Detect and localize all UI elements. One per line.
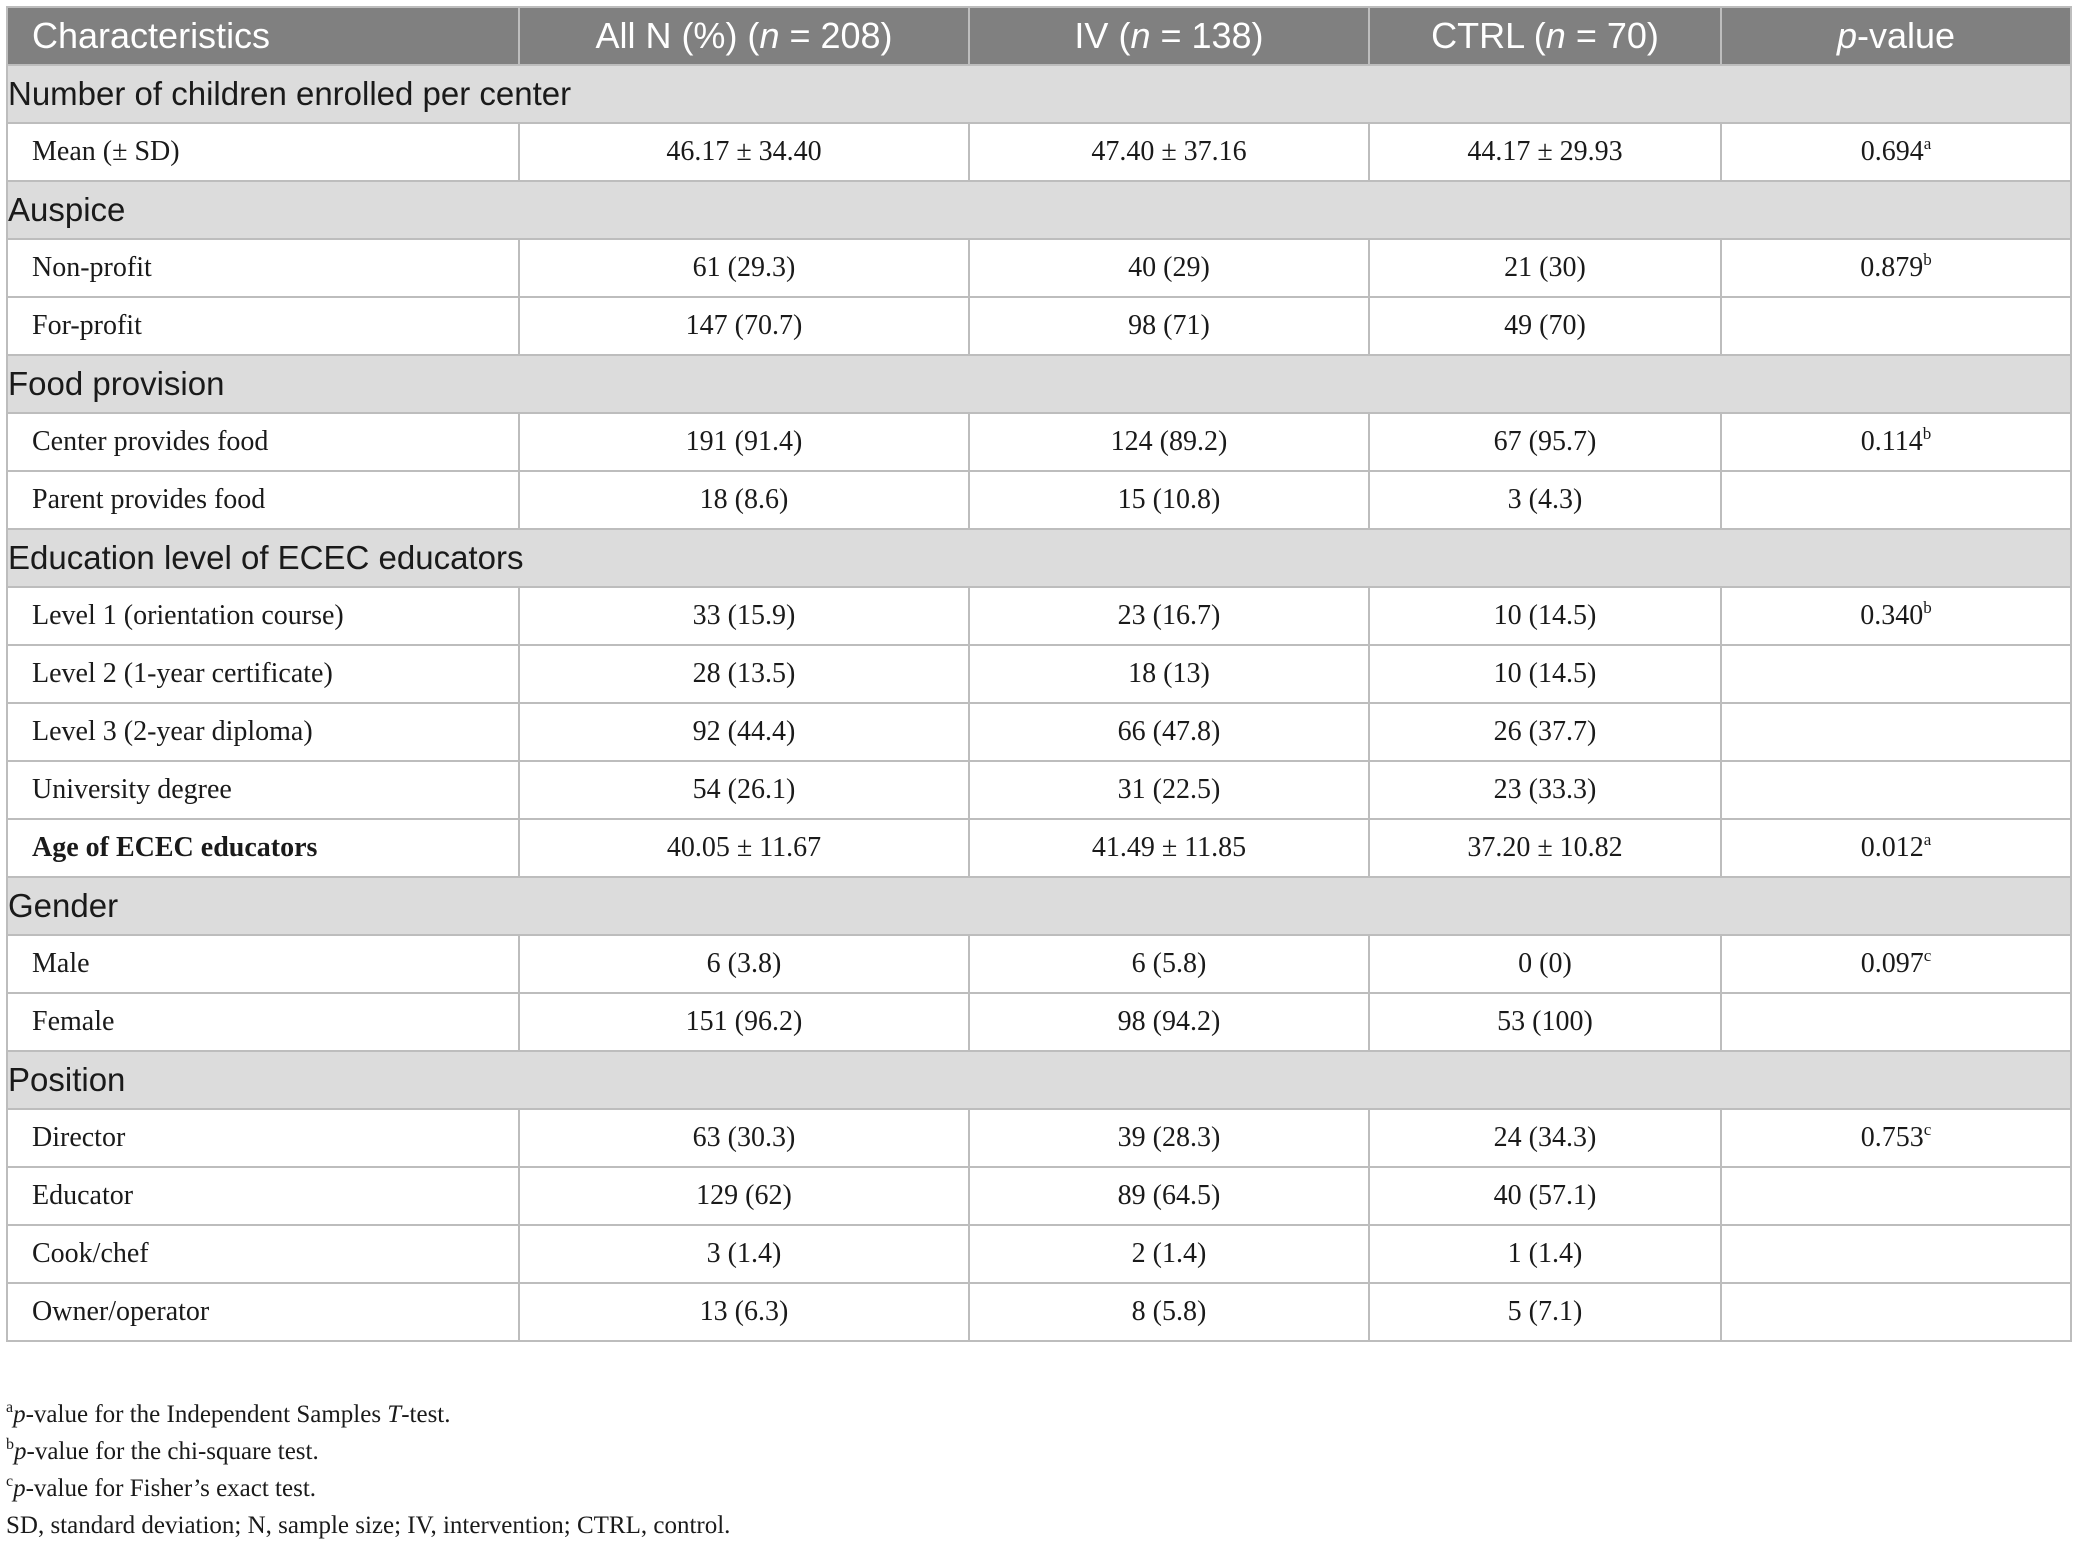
cell-p: 0.694$^a$ [1721,123,2071,181]
footnote-b: $^b$p-value for the chi-square test. [6,1436,319,1465]
row-label: Educator [7,1167,519,1225]
cell-p [1721,1225,2071,1283]
table-row [7,413,2071,471]
section-row [7,1051,2071,1109]
cell-p [1721,993,2071,1051]
cell-iv: 47.40 ± 37.16 [969,123,1369,181]
cell-iv: 18 (13) [969,645,1369,703]
cell-all: 191 (91.4) [519,413,969,471]
cell-p: 0.753$^c$ [1721,1109,2071,1167]
table-header-row [7,7,2071,65]
table-container [6,6,2070,1342]
cell-iv: 40 (29) [969,239,1369,297]
footnote-abbreviations: SD, standard deviation; N, sample size; IV, intervention; CTRL, control. [6,1512,731,1539]
cell-iv: 66 (47.8) [969,703,1369,761]
header-characteristics: Characteristics [7,7,519,65]
cell-all: 54 (26.1) [519,761,969,819]
cell-iv: 89 (64.5) [969,1167,1369,1225]
cell-p: 0.097$^c$ [1721,935,2071,993]
section-row [7,181,2071,239]
cell-p [1721,761,2071,819]
cell-all: 129 (62) [519,1167,969,1225]
header-ctrl: CTRL (n = 70) [1369,7,1721,65]
cell-iv: 124 (89.2) [969,413,1369,471]
section-title: Education level of ECEC educators [7,529,2071,587]
row-label: Owner/operator [7,1283,519,1341]
cell-p [1721,1283,2071,1341]
table-row [7,761,2071,819]
row-label: Non-profit [7,239,519,297]
footnotes [6,1396,2070,1544]
cell-ctrl: 3 (4.3) [1369,471,1721,529]
table-row [7,471,2071,529]
cell-ctrl: 44.17 ± 29.93 [1369,123,1721,181]
cell-p [1721,1167,2071,1225]
cell-all: 3 (1.4) [519,1225,969,1283]
row-label: For-profit [7,297,519,355]
cell-iv: 8 (5.8) [969,1283,1369,1341]
table-row [7,645,2071,703]
table-row [7,297,2071,355]
cell-iv: 23 (16.7) [969,587,1369,645]
cell-p: 0.012$^a$ [1721,819,2071,877]
table-row [7,123,2071,181]
cell-p [1721,703,2071,761]
cell-p [1721,645,2071,703]
row-label: Mean (± SD) [7,123,519,181]
row-label: Level 2 (1-year certificate) [7,645,519,703]
cell-all: 33 (15.9) [519,587,969,645]
cell-p: 0.114$^b$ [1721,413,2071,471]
row-label: Level 1 (orientation course) [7,587,519,645]
section-row [7,355,2071,413]
table-row [7,1167,2071,1225]
cell-all: 151 (96.2) [519,993,969,1051]
cell-ctrl: 5 (7.1) [1369,1283,1721,1341]
cell-ctrl: 21 (30) [1369,239,1721,297]
section-row [7,529,2071,587]
row-label: Parent provides food [7,471,519,529]
cell-ctrl: 53 (100) [1369,993,1721,1051]
cell-all: 18 (8.6) [519,471,969,529]
cell-all: 28 (13.5) [519,645,969,703]
cell-all: 40.05 ± 11.67 [519,819,969,877]
cell-iv: 6 (5.8) [969,935,1369,993]
cell-iv: 15 (10.8) [969,471,1369,529]
table-row [7,935,2071,993]
characteristics-table [6,6,2072,1342]
table-row [7,587,2071,645]
cell-iv: 41.49 ± 11.85 [969,819,1369,877]
cell-all: 13 (6.3) [519,1283,969,1341]
row-label: Cook/chef [7,1225,519,1283]
table-row [7,993,2071,1051]
header-iv: IV (n = 138) [969,7,1369,65]
table-row [7,239,2071,297]
cell-ctrl: 10 (14.5) [1369,587,1721,645]
row-label: Center provides food [7,413,519,471]
cell-all: 92 (44.4) [519,703,969,761]
cell-p: 0.340$^b$ [1721,587,2071,645]
section-title: Gender [7,877,2071,935]
section-row [7,65,2071,123]
cell-ctrl: 0 (0) [1369,935,1721,993]
footnote-c: $^c$p-value for Fisher’s exact test. [6,1473,317,1502]
table-row [7,703,2071,761]
row-label: Male [7,935,519,993]
cell-p [1721,471,2071,529]
row-label: Director [7,1109,519,1167]
cell-ctrl: 24 (34.3) [1369,1109,1721,1167]
cell-ctrl: 26 (37.7) [1369,703,1721,761]
cell-all: 63 (30.3) [519,1109,969,1167]
section-title: Number of children enrolled per center [7,65,2071,123]
row-label: Level 3 (2-year diploma) [7,703,519,761]
cell-iv: 31 (22.5) [969,761,1369,819]
cell-iv: 2 (1.4) [969,1225,1369,1283]
cell-iv: 98 (71) [969,297,1369,355]
cell-ctrl: 40 (57.1) [1369,1167,1721,1225]
cell-ctrl: 49 (70) [1369,297,1721,355]
cell-p: 0.879$^b$ [1721,239,2071,297]
row-label: Female [7,993,519,1051]
cell-p [1721,297,2071,355]
cell-all: 61 (29.3) [519,239,969,297]
header-p-value: p-value [1721,7,2071,65]
cell-all: 147 (70.7) [519,297,969,355]
cell-iv: 98 (94.2) [969,993,1369,1051]
cell-ctrl: 67 (95.7) [1369,413,1721,471]
cell-iv: 39 (28.3) [969,1109,1369,1167]
table-row [7,819,2071,877]
cell-ctrl: 1 (1.4) [1369,1225,1721,1283]
header-all: All N (%) (n = 208) [519,7,969,65]
section-title: Auspice [7,181,2071,239]
row-label: University degree [7,761,519,819]
table-row [7,1225,2071,1283]
cell-all: 46.17 ± 34.40 [519,123,969,181]
table-row [7,1109,2071,1167]
cell-all: 6 (3.8) [519,935,969,993]
row-label: Age of ECEC educators [7,819,519,877]
cell-ctrl: 23 (33.3) [1369,761,1721,819]
section-title: Position [7,1051,2071,1109]
cell-ctrl: 37.20 ± 10.82 [1369,819,1721,877]
cell-ctrl: 10 (14.5) [1369,645,1721,703]
section-row [7,877,2071,935]
footnote-a: $^a$p-value for the Independent Samples T-test. [6,1399,451,1428]
table-row [7,1283,2071,1341]
section-title: Food provision [7,355,2071,413]
